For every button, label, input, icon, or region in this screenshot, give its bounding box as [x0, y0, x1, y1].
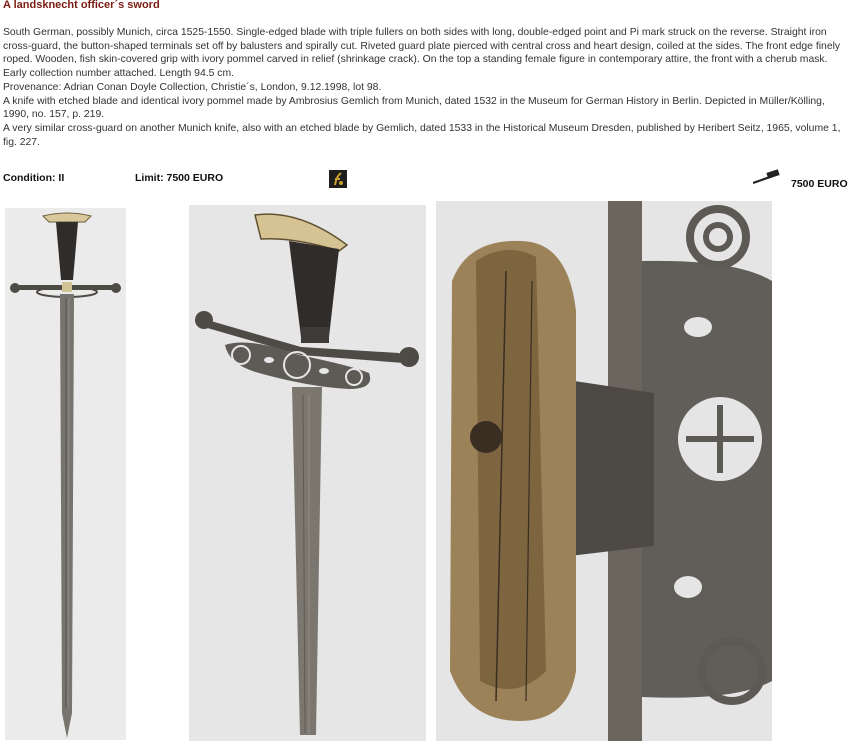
auction-hammer-icon	[753, 169, 787, 185]
condition-label: Condition: II	[3, 172, 65, 184]
description-paragraph: South German, possibly Munich, circa 1525-1550. Single-edged blade with triple fullers on both sides with long, double-edged point and Pi mark struck on the reverse. Straight iron cross-guard, the button-shaped terminals set off by balusters and spirally cut. Riveted guard plate pierced with central cross and heart design, coiled at the sides. The front edge finely roped. Wooden, fish skin-covered grip with ivory pommel carved in relief (shrinkage crack). On the top a standing female figure in contemporary attire, the front with a cherub mask. Early collection number attached. Length 94.5 cm.	[3, 27, 841, 80]
hammer-price: 7500 EURO	[791, 178, 848, 190]
hilt-photo[interactable]	[189, 205, 426, 741]
fc-logo-icon[interactable]	[329, 170, 347, 188]
pommel-closeup-photo[interactable]	[436, 201, 772, 741]
limit-label: Limit: 7500 EURO	[135, 172, 224, 184]
lot-title: A landsknecht officer´s sword	[3, 0, 160, 11]
lot-description	[3, 26, 851, 149]
sword-full-photo[interactable]	[5, 208, 126, 740]
description-paragraph: Provenance: Adrian Conan Doyle Collection, Christie´s, London, 9.12.1998, lot 98.	[3, 81, 382, 93]
description-paragraph: A very similar cross-guard on another Munich knife, also with an etched blade by Gemlich, dated 1533 in the Historical Museum Dresden, published by Heribert Seitz, 1965, volume 1, fig. 227.	[3, 122, 841, 148]
description-paragraph: A knife with etched blade and identical ivory pommel made by Ambrosius Gemlich from Munich, dated 1532 in the Museum for German History in Berlin. Depicted in Müller/Kölling, 1990, no. 157, p. 219.	[3, 95, 825, 121]
